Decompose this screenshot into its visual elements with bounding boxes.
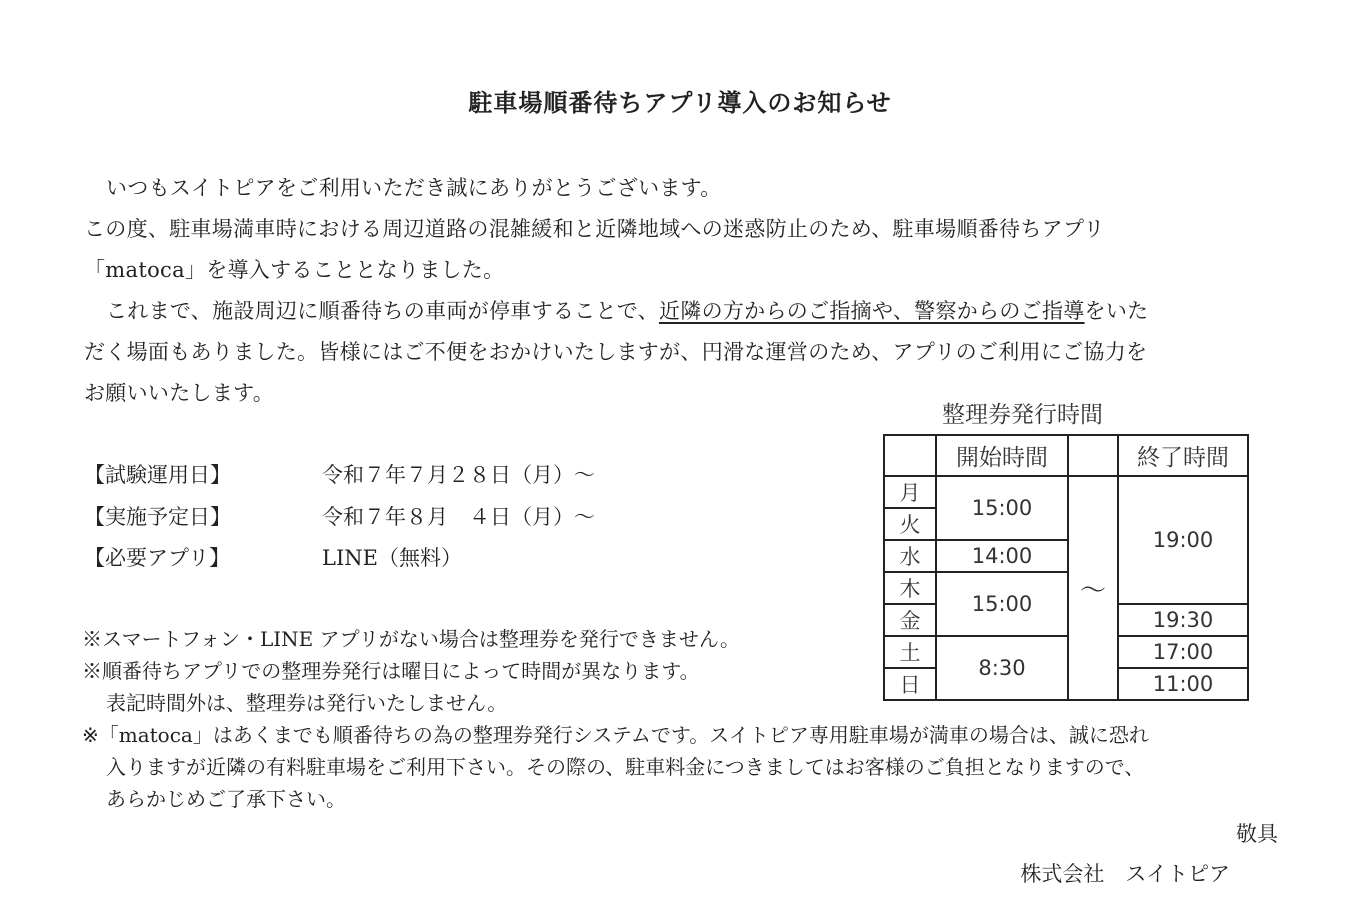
start-time-thu-fri: 15:00 [936,572,1068,636]
intro-line-4-post: をいた [1084,299,1149,323]
day-tue: 火 [884,508,936,540]
note-1: ※スマートフォン・LINE アプリがない場合は整理券を発行できません。 [82,627,741,651]
schedule-title: 整理券発行時間 [942,402,1103,428]
range-tilde: ～ [1068,476,1118,700]
note-4: ※「matoca」はあくまでも順番待ちの為の整理券発行システムです。スイトピア専用駐車場が満車の場合は、誠に恐れ [82,723,1149,747]
day-sun: 日 [884,668,936,700]
sender-name: 株式会社 スイトピア [1020,862,1230,886]
end-time-sun: 11:00 [1118,668,1248,700]
intro-line-1: いつもスイトピアをご利用いただき誠にありがとうございます。 [106,176,722,200]
day-fri: 金 [884,604,936,636]
intro-line-3: 「matoca」を導入することとなりました。 [84,258,505,282]
end-time-mon-thu: 19:00 [1118,476,1248,604]
day-thu: 木 [884,572,936,604]
schedule-header-blank [884,435,936,476]
note-6: あらかじめご了承下さい。 [106,787,346,811]
end-time-sat: 17:00 [1118,636,1248,668]
intro-line-5: だく場面もありました。皆様にはご不便をおかけいたしますが、円滑な運営のため、アプリのご利用にご協力を [84,340,1148,364]
start-date-label: 【実施予定日】 [84,505,231,529]
schedule-header-end: 終了時間 [1118,435,1248,476]
start-date-value: 令和７年８月 ４日（月）～ [322,505,595,529]
start-time-sat-sun: 8:30 [936,636,1068,700]
note-5: 入りますが近隣の有料駐車場をご利用下さい。その際の、駐車料金につきましてはお客様のご負担となりますので、 [106,755,1145,779]
trial-date-label: 【試験運用日】 [84,463,231,487]
required-app-label: 【必要アプリ】 [84,546,231,570]
start-time-mon-tue: 15:00 [936,476,1068,540]
document-title: 駐車場順番待ちアプリ導入のお知らせ [468,88,892,117]
intro-line-4-pre: これまで、施設周辺に順番待ちの車両が停車することで、 [106,299,659,323]
schedule-header-blank-2 [1068,435,1118,476]
schedule-header-start: 開始時間 [936,435,1068,476]
end-time-fri: 19:30 [1118,604,1248,636]
day-mon: 月 [884,476,936,508]
closing-keigu: 敬具 [1236,822,1278,846]
trial-date-value: 令和７年７月２８日（月）～ [322,463,595,487]
note-3: 表記時間外は、整理券は発行いたしません。 [106,691,508,715]
day-sat: 土 [884,636,936,668]
intro-line-4-underlined: 近隣の方からのご指摘や、警察からのご指導 [658,299,1085,323]
start-time-wed: 14:00 [936,540,1068,572]
intro-line-6: お願いいたします。 [84,381,275,405]
intro-line-4 [106,295,1148,325]
day-wed: 水 [884,540,936,572]
required-app-value: LINE（無料） [322,546,462,570]
intro-line-2: この度、駐車場満車時における周辺道路の混雑緩和と近隣地域への迷惑防止のため、駐車場順番待ちアプリ [84,217,1105,241]
note-2: ※順番待ちアプリでの整理券発行は曜日によって時間が異なります。 [82,659,700,683]
schedule-table [883,434,1249,701]
